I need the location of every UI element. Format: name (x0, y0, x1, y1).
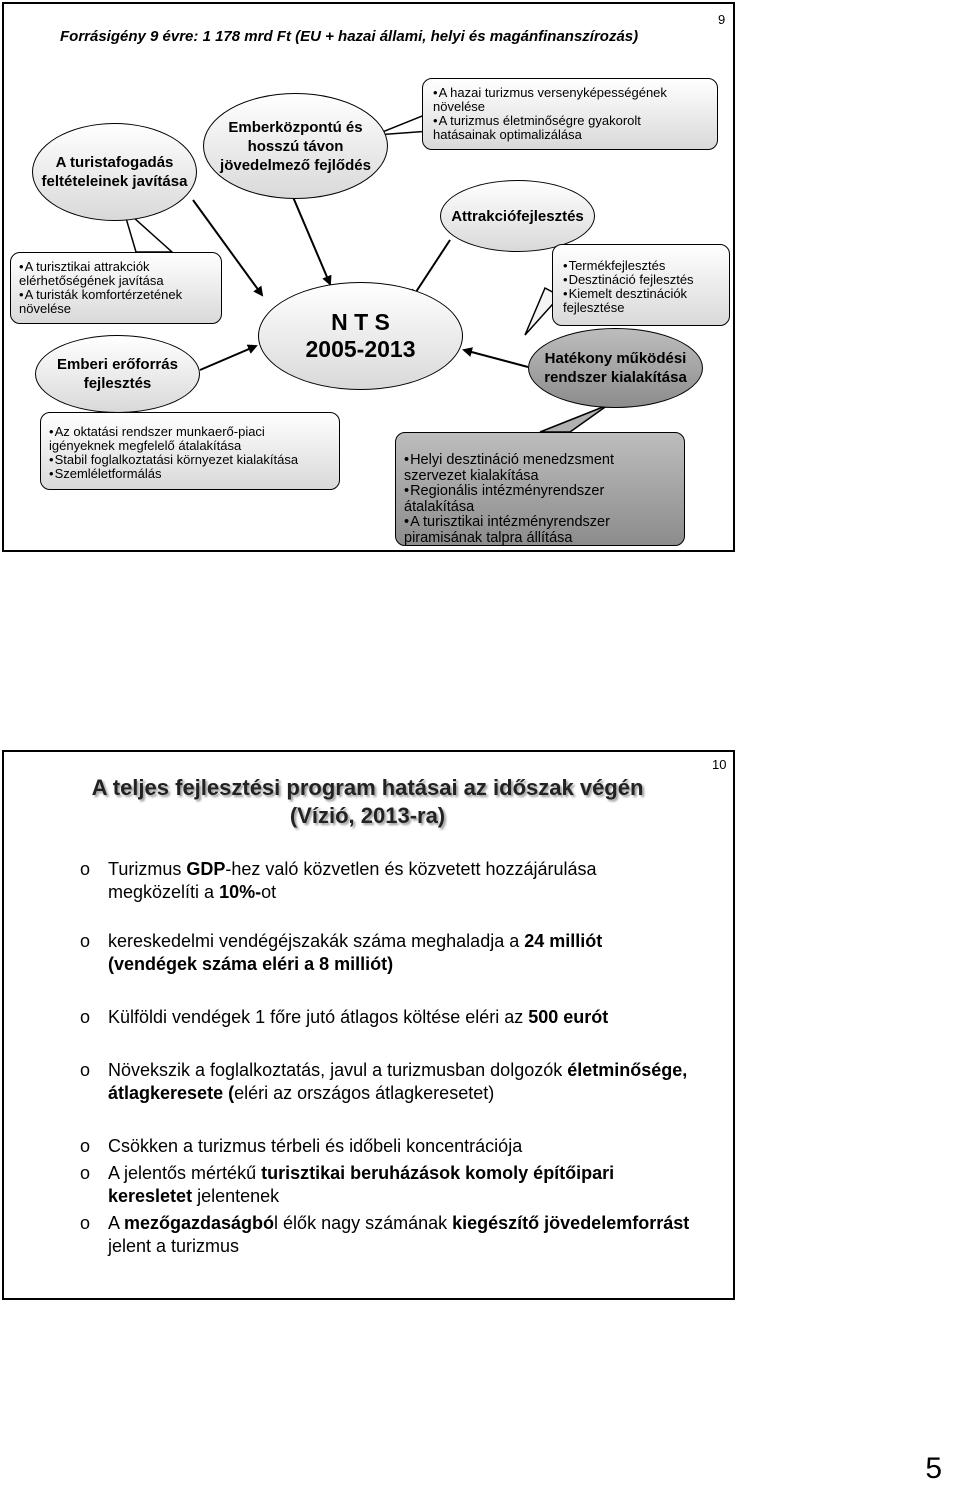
slide-9-title: Forrásigény 9 évre: 1 178 mrd Ft (EU + hazai állami, helyi és magánfinanszírozás) (60, 28, 639, 45)
bullet-text: Turizmus (108, 859, 187, 879)
nts-period: 2005-2013 (305, 336, 416, 362)
ellipse-hatekony-mukodes (528, 328, 703, 408)
bullet-bold: GDP (186, 859, 226, 879)
ellipse-hatekony-line2: rendszer kialakítása (544, 369, 687, 386)
callout-attrakcio-item: • A turizmus életminőségre gyakorolt hatásainak optimalizálása (433, 114, 707, 142)
callout-helyi-item: • Helyi desztináció menedzsment szervezet kialakítása (404, 453, 676, 484)
bullet-bold: 10%- (219, 882, 262, 902)
bullet-vendegejszakak (80, 930, 690, 976)
slide-10-title-line2: (Vízió, 2013-ra) (289, 803, 446, 828)
arrow-right (464, 350, 528, 367)
callout-termek-item: • Termékfejlesztés (563, 259, 719, 273)
bullet-marker: o (80, 931, 91, 951)
ellipse-emberkozpontu (203, 93, 388, 199)
callout-turista-goals (10, 252, 222, 324)
bullet-marker: o (80, 1136, 91, 1156)
bullet-text: ot (261, 882, 277, 902)
slide-10-page-number: 10 (712, 757, 727, 772)
bullet-foglalkoztatas (80, 1059, 690, 1105)
bullet-bold: 500 eurót (528, 1007, 609, 1027)
bullet-bold: turisztikai beruházások komoly építőipari keresletet (108, 1163, 615, 1206)
arrow-top (293, 197, 330, 284)
bullet-mezogazdasag (80, 1212, 690, 1258)
ellipse-emberi-line1: Emberi erőforrás (57, 356, 178, 373)
callout-helyi-item: • Regionális intézményrendszer átalakítása (404, 484, 676, 515)
bullet-text: jelent a turizmus (108, 1236, 240, 1256)
bullet-bold: mezőgazdaságbó (124, 1213, 275, 1233)
ellipse-emberkozpontu-line2: hosszú távon (247, 137, 344, 155)
ellipse-emberi-eroforras (35, 335, 200, 413)
bullet-text: eléri az országos átlagkeresetet) (234, 1083, 495, 1103)
bullet-text: Növekszik a foglalkoztatás, javul a turizmusban dolgozók (108, 1060, 568, 1080)
ellipse-emberkozpontu-line3: jövedelmező fejlődés (220, 156, 371, 174)
bullet-beruhazasok (80, 1162, 690, 1208)
bullet-marker: o (80, 1060, 91, 1080)
callout-oktatas (40, 412, 340, 490)
bullet-marker: o (80, 859, 91, 879)
bullet-text: Külföldi vendégek 1 főre jutó átlagos költése eléri az (108, 1007, 529, 1027)
callout-termekfejlesztes (552, 244, 730, 326)
bullet-bold: életminősége, átlagkeresete ( (108, 1060, 688, 1103)
slide-10-title-line1: A teljes fejlesztési program hatásai az időszak végén (91, 775, 644, 800)
bullet-gdp (80, 858, 690, 904)
bullet-text: Csökken a turizmus térbeli és időbeli koncentrációja (108, 1136, 523, 1156)
arrow-left (200, 346, 256, 370)
callout-attrakcio-item: • A hazai turizmus versenyképességének növelése (433, 86, 707, 114)
callout-oktatas-item: • Szemléletformálás (49, 467, 331, 481)
bullet-text: A (108, 1213, 125, 1233)
bullet-marker: o (80, 1163, 91, 1183)
callout-turista-item: • A turisztikai attrakciók elérhetőségének javítása (19, 260, 213, 288)
ellipse-attrakciofejlesztes (440, 180, 595, 252)
bullet-text: -hez való közvetlen és közvetett hozzájárulása megközelíti a (108, 859, 597, 902)
callout-attrakcio-goals (422, 78, 718, 150)
callout-termek-item: • Desztináció fejlesztés (563, 273, 719, 287)
bullet-koncentracio (80, 1135, 690, 1158)
callout-helyi-desztinacio (395, 432, 685, 546)
ellipse-nts-center (258, 282, 463, 390)
document-page-number: 5 (925, 1452, 942, 1485)
ellipse-turistafogadas (32, 123, 197, 221)
bullet-text: l élők nagy számának (274, 1213, 453, 1233)
bullet-text: A jelentős mértékű (108, 1163, 262, 1183)
bullet-kulfoldi-koltes (80, 1006, 690, 1029)
nts-label: N T S (331, 309, 390, 335)
callout-termek-item: • Kiemelt desztinációk fejlesztése (563, 287, 719, 315)
bullet-marker: o (80, 1213, 91, 1233)
bullet-text: kereskedelmi vendégéjszakák száma meghaladja a (108, 931, 525, 951)
ellipse-turista-line1: A turistafogadás (55, 154, 174, 171)
bullet-text: jelentenek (192, 1186, 280, 1206)
arrow-top-right (412, 240, 450, 298)
slide-9-page-number: 9 (718, 12, 726, 27)
ellipse-emberi-line2: fejlesztés (83, 375, 152, 392)
bullet-bold: kiegészítő jövedelemforrást (452, 1213, 690, 1233)
callout-oktatas-item: • Az oktatási rendszer munkaerő-piaci igényeknek megfelelő átalakítása (49, 425, 331, 453)
bullet-marker: o (80, 1007, 91, 1027)
ellipse-hatekony-line1: Hatékony működési (544, 350, 687, 367)
callout-turista-item: • A turisták komfortérzetének növelése (19, 288, 213, 316)
ellipse-emberkozpontu-line1: Emberközpontú és (228, 118, 363, 136)
slide-10-bullet-list (80, 858, 690, 1258)
callout-oktatas-item: • Stabil foglalkoztatási környezet kialakítása (49, 453, 331, 467)
ellipse-turista-line2: feltételeinek javítása (41, 173, 188, 190)
ellipse-attrakcio-label: Attrakciófejlesztés (451, 207, 584, 225)
bullet-bold: 24 milliót (vendégek száma eléri a 8 milliót) (108, 931, 603, 974)
callout-helyi-item: • A turisztikai intézményrendszer piramisának talpra állítása (404, 515, 676, 546)
